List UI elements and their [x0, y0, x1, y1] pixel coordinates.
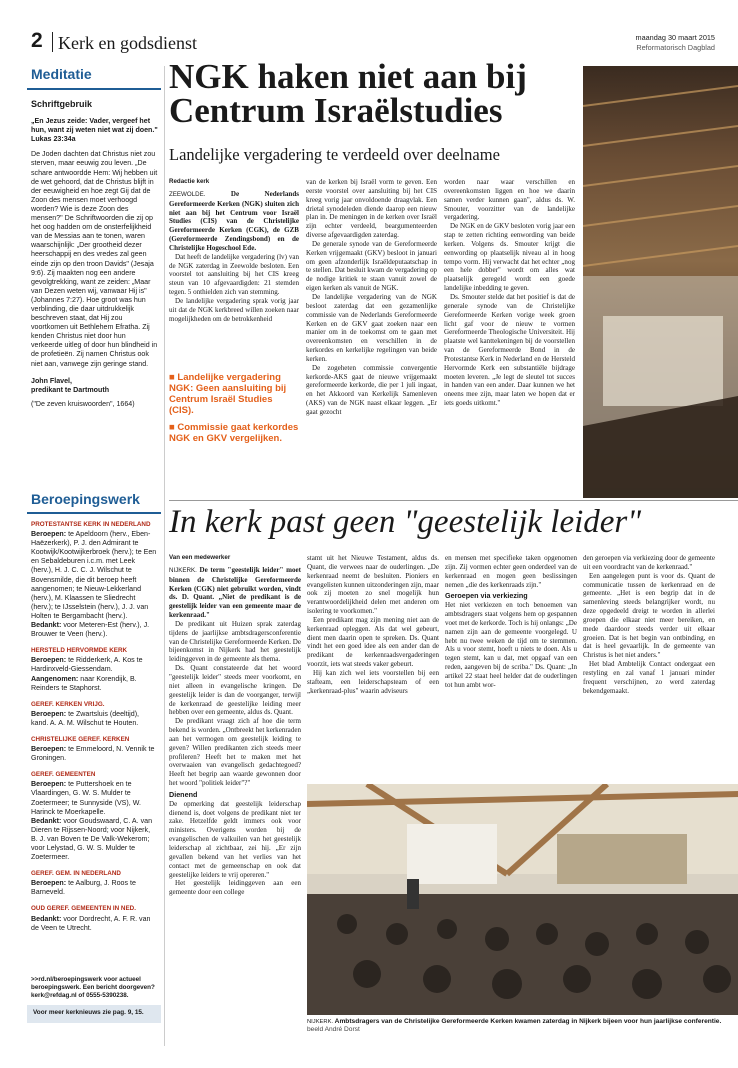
page-number: 2	[31, 29, 43, 52]
beroepingswerk-section-title: OUD GEREF. GEMEENTEN IN NED.	[31, 905, 136, 913]
article-divider	[169, 500, 738, 501]
beroepingswerk-section-title: HERSTELD HERVORMDE KERK	[31, 647, 128, 655]
beroepingswerk-entry	[31, 780, 158, 816]
church-pews-illustration	[583, 66, 738, 498]
article-ngk-byline: Redactie kerk	[169, 178, 210, 185]
beroepingswerk-entry-text: te Ridderkerk, A. Kos te Hardinxveld-Giessendam.	[31, 656, 143, 674]
beroepingswerk-entry-text: te Puttershoek en te Vlaardingen, G. W. S. Mulder te Zoetermeer; te Sunnyside (VS), W. Harinck te Moerkapelle.	[31, 780, 141, 816]
beroepingswerk-entry	[31, 915, 158, 933]
beroepingswerk-entry-label: Aangenomen:	[31, 674, 79, 683]
meditatie-ref: Lukas 23:34a	[31, 135, 76, 144]
beroepingswerk-list	[31, 518, 158, 974]
meditatie-heading: Meditatie	[31, 66, 92, 82]
beroepingswerk-entry-label: Beroepen:	[31, 530, 67, 539]
beroepingswerk-section-title: GEREF. GEM. IN NEDERLAND	[31, 870, 121, 878]
highlight-1: ■ Landelijke vergadering NGK: Geen aansluiting bij Centrum Israël Studies (CIS).	[169, 372, 287, 416]
section-spacer	[31, 693, 158, 698]
article-ngk-col2: van de kerken bij Israël vorm te geven. Een eerste voorstel over aansluiting bij het CIS kreeg vorig jaar onvoldoende draagvlak. Een drietal synodeleden diende daarop een nieuw plan in. De meningen in de kerken over Israël zijn echter verdeeld, beargumenteerden diverse afgevaardigden zaterdag. De generale synode van de Gereformeerde Kerken vrijgemaakt (GKV) besloot in januari om geen afzonderlijk Israëldeputaatschap in te stellen. Dat besluit kwam de vergadering op de nodige kritiek te staan vanuit zowel de eigen kerken als vanuit de NGK. De landelijke vergadering van de NGK besloot zaterdag dat een gezamenlijke commissie van de Nederlands Gereformeerde Kerken en de GKV gaat zoeken naar een manier om in de toekomst om te gaan met overeenkomsten en verschillen in de kerkordes en kerkelijke regelingen van beide kerken. De zogeheten commissie convergentie kerkorde-AKS gaat de nieuwe vrijgemaakt gereformeerde kerkorde, die per 1 juli ingaat, en het Akkoord van Kerkelijk Samenleven (AKS) van de NGK naast elkaar leggen. „Er gaat gezocht	[306, 178, 437, 416]
beroepingswerk-entry-label: Beroepen:	[31, 656, 67, 665]
section-spacer	[31, 639, 158, 644]
more-news-box	[27, 1005, 161, 1023]
beroepingswerk-entry-label: Beroepen:	[31, 745, 67, 754]
article-ngk-col3: worden naar waar verschillen en overeenkomsten liggen en hoe we daarin samen verder kunnen gaan", aldus ds. W. Smouter, voorzitter van de landelijke vergadering. De NGK en de GKV besloten vorig jaar een stap te zetten richting eenwording van beide kerken. Volgens ds. Smouter krijgt die eenwording op plaatselijk niveau al in hoog tempo vorm. Hij verwacht dat het echter „nog een hele dobber" wordt om alles wat plaatselijk geregeld wordt een goede landelijke inbedding te geven. Ds. Smouter stelde dat het positief is dat de generale synode van de Christelijke Gereformeerde Kerken vorige week groen licht gaf voor de nieuw te vormen Gereformeerde Theologische Universiteit. Hij plaatste wel kanttekeningen bij de voorstellen van de Gereformeerde Bond in de Protestantse Kerk in Nederland en de Hersteld Hervormde Kerk een substantiële bijdrage moeten leveren. „Je legt de sleutel tot succes in handen van een ander. Daar kunnen we het oneens mee zijn, maar laten we hopen dat er iets goeds uitkomt."	[444, 178, 575, 408]
beroepingswerk-entry-text: te Zwartsluis (deeltijd), kand. A. A. M. Wilschut te Houten.	[31, 709, 140, 727]
meditatie-quote: „En Jezus zeide: Vader, vergeef het hun, want zij weten niet wat zij doen."	[31, 117, 158, 135]
article-ngk-col1-p2: De landelijke vergadering sprak vorig jaar uit dat de NGK kerkbreed willen zoeken naar mogelijkheden om de betrokkenheid	[169, 296, 299, 323]
section-spacer	[31, 862, 158, 867]
article-ngk-headline: NGK haken niet aan bij Centrum Israëlstudies	[169, 57, 527, 130]
article-ngk-subheadline: Landelijke vergadering te verdeeld over deelname	[169, 145, 500, 164]
highlight-bullet-icon: ■	[169, 422, 178, 433]
section-spacer	[31, 728, 158, 733]
section-title: Kerk en godsdienst	[58, 33, 197, 53]
beroepingswerk-entry	[31, 621, 158, 639]
beroepingswerk-heading: Beroepingswerk	[31, 491, 140, 507]
beroepingswerk-entry-label: Beroepen:	[31, 709, 67, 718]
article-ngk-place: ZEEWOLDE.	[169, 190, 206, 198]
article-leider-lead: De term "geestelijk leider" moet binnen de Christelijke Gereformeerde Kerken (CGK) niet gebruikt worden, vindt ds. D. Quant. „Niet de predikant is de geestelijk leider van een gemeente maar de kerkenraad."	[169, 565, 301, 620]
meditatie-rule	[27, 88, 161, 90]
page-header	[27, 29, 717, 58]
beroepingswerk-section-title: PROTESTANTSE KERK IN NEDERLAND	[31, 521, 151, 528]
section-spacer	[31, 897, 158, 902]
article-leider-byline: Van een medewerker	[169, 554, 231, 561]
beroepingswerk-entry-text: te Emmeloord, N. Vennik te Groningen.	[31, 745, 155, 763]
article-leider-subhead-dienend: Dienend	[169, 789, 198, 799]
caption-place: NIJKERK.	[307, 1019, 334, 1025]
beroepingswerk-entry-label: Bedankt:	[31, 621, 62, 630]
beroepingswerk-entry-label: Bedankt:	[31, 816, 62, 825]
header-date: maandag 30 maart 2015	[635, 33, 715, 42]
article-ngk	[169, 57, 579, 496]
beroepingswerk-entry	[31, 530, 158, 621]
caption-credit: beeld André Dorst	[307, 1026, 360, 1034]
beroepingswerk-section-title: GEREF. GEMEENTEN	[31, 771, 96, 779]
beroepingswerk-entry-text: naar Korendijk, B. Reinders te Staphorst.	[31, 674, 137, 692]
beroepingswerk-footer: >>rd.nl/beroepingswerk voor actueel beroepingswerk. Een bericht doorgeven? kerk@refdag.nl of 0555-5390238.	[31, 976, 155, 999]
article-leider-col2: stamt uit het Nieuwe Testament, aldus ds. Quant, die verwees naar de ouderlingen. „De kerkenraad neemt de besluiten. Pioniers en evangelisten kunnen uitzonderingen zijn, maar ook zij moeten zo snel mogelijk hun verantwoordelijkheid delen met anderen om isolering te voorkomen." Een predikant mag zijn mening niet aan de kerkenraad opleggen. Als dat wel gebeurt, dient men daarin open te spreken. Ds. Quant vindt het een goed idee als een ander dan de predikant de kerkenraadsvergaderingen voorzit, iets wat steeds vaker gebeurt. Hij kan zich wel iets voorstellen bij een stafteam, een leiderschapsteam of een „kerkenraad-plus" waarin adviseurs	[307, 554, 439, 695]
article-ngk-col1	[169, 178, 299, 368]
highlight-2: ■ Commissie gaat kerkordes NGK en GKV vergelijken.	[169, 422, 299, 444]
meditatie-body: De Joden dachten dat Christus niet zou sterven, maar eeuwig zou leven. „De schare antwoordde Hem: Wij hebben uit de wet gehoord, dat de Christus blijft in der eeuwigheid en hoe zegt Gij dat de Zoon des mensen moet verhoogd worden? Wie is deze Zoon des mensen?" De Schriftwoorden die zij op het oog hadden om de onsterfelijkheid van de Messias aan te tonen, waren waarschijnlijk: „Der grootheid dezer heerschappij en des vredes zal geen einde zijn op den troon Davids" (Jesaja 9:6). Zij maakten nog een andere gevolgtrekking, want ze zeiden: „Maar van Dezen weten wij, vanwaar Hij is" (Johannes 7:27). Hoe groot was hun verblinding, die daar uitdrukkelijk beschreven staat, dat Hij zou voortkomen uit Bethlehem Efratha. Zij kenden Christus niet door hun verkeerde uitleg of door hun blindheid in de profetieën. Zij namen Christus ook niet aan, vanwege zijn geringe stand.	[31, 150, 158, 368]
beroepingswerk-entry-label: Beroepen:	[31, 780, 67, 789]
conference-photo	[307, 784, 738, 1015]
church-interior-photo	[583, 66, 738, 498]
beroepingswerk-entry-text: te Apeldoorn (herv., Eben-Haëzerkerk), P. J. den Admirant te Kootwijk/Kootwijkerbroek (herv.); te Een en Sebaldeburen i.c.m. met Leek (herv.), H. J. C. C. J. Wilschut te Bovensmilde, die dit beroep heeft aangenomen; te Nieuw-Lekkerland (herv.), M. Klaassen te Sliedrecht (herv.); te IJsselstein (herv.), J. J. van Holten te Bergambacht (herv.).	[31, 530, 157, 620]
beroepingswerk-section-title: GEREF. KERKEN VRIJG.	[31, 700, 105, 708]
sidebar-divider	[164, 66, 165, 1046]
meditatie-author-role: predikant te Dartmouth	[31, 385, 110, 394]
beroepingswerk-rule	[27, 512, 161, 514]
section-spacer	[31, 763, 158, 768]
beroepingswerk-entry	[31, 675, 158, 693]
header-divider	[52, 32, 53, 52]
beroepingswerk-entry	[31, 879, 158, 897]
article-leider-subhead-verkiezing: Geroepen via verkiezing	[445, 591, 528, 601]
meditatie-source: ("De zeven kruiswoorden", 1664)	[31, 399, 135, 408]
highlight-bullet-icon: ■	[169, 372, 178, 383]
more-news-link[interactable]: Voor meer kerknieuws zie pag. 9, 15.	[33, 1009, 144, 1016]
meditatie-author: John Flavel,	[31, 376, 72, 385]
article-leider-place: NIJKERK.	[169, 566, 197, 574]
meditatie-block	[31, 100, 158, 540]
article-ngk-col1-p1: Dat heeft de landelijke vergadering (lv) van de NGK zaterdag in Zeewolde besloten. Een voorstel tot aansluiting bij het CIS kreeg steun van 10 afgevaardigden: 21 stemden tegen. 5 onthielden zich van stemming.	[169, 252, 299, 297]
beroepingswerk-entry-text: voor Meteren-Est (herv.), J. Brouwer te Veen (herv.).	[31, 621, 150, 639]
article-leider	[169, 504, 738, 1064]
beroepingswerk-entry	[31, 656, 158, 674]
beroepingswerk-entry-text: voor Goudswaard, C. A. van Dieren te Rijssen-Noord; voor Nijkerk, B. J. van Boven te De Valk-Wekerom; voor Lelystad, G. W. S. Mulder te Zoetermeer.	[31, 816, 153, 862]
photo-caption	[307, 1018, 738, 1034]
caption-text: Ambtsdragers van de Christelijke Gereformeerde Kerken kwamen zaterdag in Nijkerk bijeen voor hun jaarlijkse conferentie.	[333, 1018, 722, 1025]
article-leider-col1: Van een medewerker NIJKERK. De term "geestelijk leider" moet binnen de Christelijke Gereformeerde Kerken (CGK) niet gebruikt worden, vindt ds. D. Quant. „Niet de predikant is de geestelijk leider van een gemeente maar de kerkenraad." De predikant uit Huizen sprak zaterdag tijdens de jaarlijkse ambtsdragersconferentie van de Christelijke Gereformeerde Kerken. De bijeenkomst in Nijkerk had het geestelijk leidinggeven in de gemeente als thema. Ds. Quant constateerde dat het woord "geestelijk leider" steeds meer voorkomt, en niet alleen in evangelische kringen. De geestelijk leider is dan de voorganger, terwijl de kerkenraad de geestelijke leiding meer hebben over een gemeente, aldus ds. Quant. De predikant vraagt zich af hoe die term bekend is worden. „Ontbreekt het kerkenraden aan het vermogen om geestelijk leiding te geven? Willen predikanten zich steeds meer profileren? Heeft het te maken met het overwaaien van evangelisch gedachtegoed? Heeft het begrip aan waarde gewonnen door het woord "politiek leider"?" Dienend De opmerking dat geestelijk leiderschap dienend is, doet volgens de predikant niet ter zake. Hetzelfde geldt immers ook voor ministers. Overigens worden bij de evangelischen de valkuilen van het geestelijk leiderschap al zichtbaar, zei hij. „Er zijn gevallen bekend van het verlies van het contact met de gemeenschap en ook dat geestelijke leiders te vrij opereren." Het geestelijk leidinggeven aan een gemeente door een college	[169, 554, 301, 897]
article-leider-col4: den geroepen via verkiezing door de gemeente uit een voordracht van de kerkenraad." Een aangelegen punt is voor ds. Quant de communicatie tussen de kerkenraad en de gemeente. „Het is een begrip dat in de samenleving steeds belangrijker wordt, nu deze opgedeeld dreigt te worden in allerlei groepen die elkaar niet meer bereiken, en mede daardoor steeds verder uit elkaar groeien. Dat is het begin van ontbinding, en dat is heel gevaarlijk. In de gemeente van Christus is het niet anders." Het blad Ambtelijk Contact ondergaat een restyling en zal vanaf 1 januari minder frequent verschijnen, zo werd zaterdag bekendgemaakt.	[583, 554, 715, 695]
meditatie-title: Schriftgebruik	[31, 100, 93, 109]
beroepingswerk-entry-text: te Aalburg, J. Roos te Barneveld.	[31, 879, 136, 897]
beroepingswerk-entry-label: Beroepen:	[31, 879, 67, 888]
beroepingswerk-entry-label: Bedankt:	[31, 914, 62, 923]
header-paper: Reformatorisch Dagblad	[636, 43, 715, 52]
article-leider-col3: en mensen met specifieke taken opgenomen zijn. Zij vormen echter geen onderdeel van de kerkenraad en mogen geen beslissingen nemen „die des kerkenraads zijn." Geroepen via verkiezing Het niet verkiezen en toch benoemen van ambtsdragers staat volgens hem op gespannen voet met de kerkorde. Toch is hij onlangs: „De namen zijn aan de gemeente voorgelegd. U hebt nu twee weken de tijd om te stemmen. Als u voor stemt, hoeft u niets te doen. Als u tegen stemt, kan u dat, met opgaaf van een reden, aangeven bij de scriba." Ds. Quant: „In artikel 22 staat heel helder dat de ouderlingen tot hun ambt wor-	[445, 554, 577, 689]
section-spacer	[31, 933, 158, 938]
beroepingswerk-entry-text: voor Dordrecht, A. F. R. van de Veen te Utrecht.	[31, 914, 151, 932]
article-ngk-lead: De Nederlands Gereformeerde Kerken (NGK) sluiten zich niet aan bij het Centrum voor Israël Studies (CIS) van de Christelijke Gereformeerde Kerken (CGK), de GZB (Gereformeerde Zendingsbond) en de Christelijke Hogeschool Ede.	[169, 189, 299, 252]
article-ngk-highlights	[169, 372, 299, 444]
beroepingswerk-entry	[31, 710, 158, 728]
beroepingswerk-entry	[31, 745, 158, 763]
sidebar	[27, 66, 161, 1046]
beroepingswerk-entry	[31, 817, 158, 862]
conference-hall-illustration	[307, 784, 738, 1015]
article-leider-headline: In kerk past geen "geestelijk leider"	[169, 504, 642, 540]
beroepingswerk-section-title: CHRISTELIJKE GEREF. KERKEN	[31, 735, 130, 743]
